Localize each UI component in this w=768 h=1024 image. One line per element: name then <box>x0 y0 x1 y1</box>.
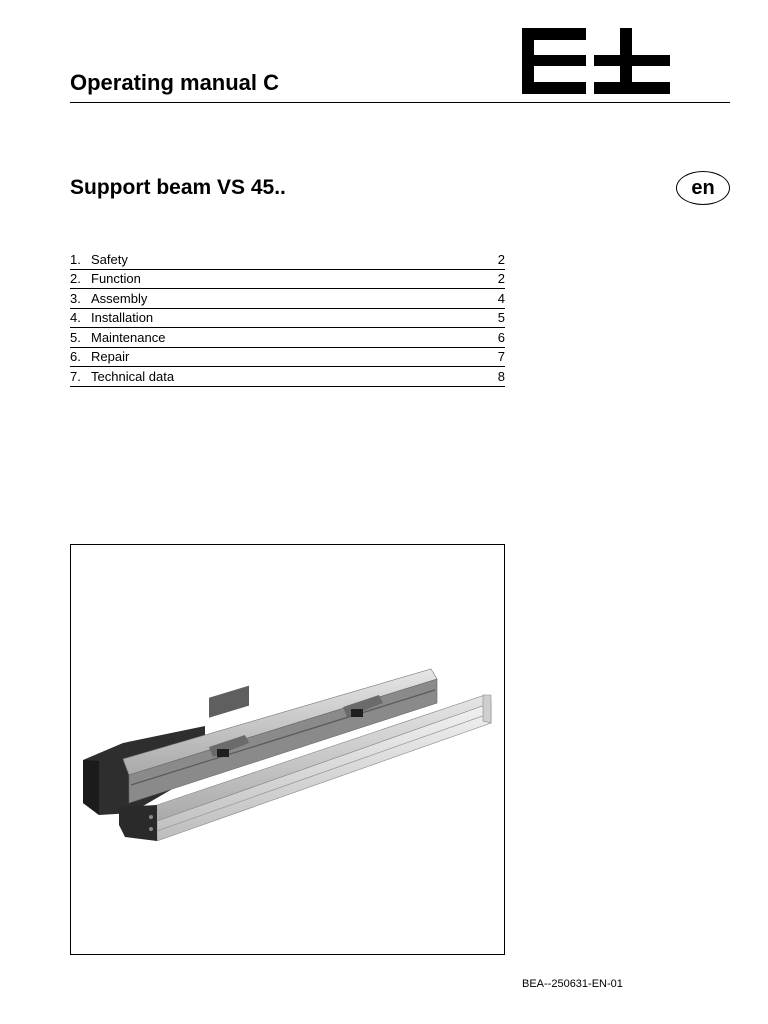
et-logo-icon <box>522 28 670 94</box>
toc-entry[interactable] <box>70 250 505 270</box>
toc-entry[interactable] <box>70 348 505 368</box>
toc-entry[interactable] <box>70 309 505 329</box>
toc-entry[interactable] <box>70 270 505 290</box>
toc-number: 4. <box>70 310 81 326</box>
toc-number: 5. <box>70 329 81 345</box>
toc-entry[interactable] <box>70 289 505 309</box>
toc-page-number: 7 <box>497 349 505 365</box>
toc-label: Repair <box>91 349 130 365</box>
toc-label: Maintenance <box>91 329 166 345</box>
toc-page-number: 8 <box>497 368 505 384</box>
toc-page-number: 5 <box>497 310 505 326</box>
product-figure <box>70 544 505 955</box>
header-rule <box>70 102 730 103</box>
toc-label: Safety <box>91 251 128 267</box>
toc-page-number: 6 <box>497 329 505 345</box>
toc-page-number: 2 <box>497 251 505 267</box>
toc-number: 6. <box>70 349 81 365</box>
toc-number: 2. <box>70 271 81 287</box>
toc-entry[interactable] <box>70 328 505 348</box>
header-title: Operating manual C <box>70 70 280 95</box>
table-of-contents <box>70 250 505 387</box>
toc-label: Installation <box>91 310 154 326</box>
document-title: Support beam VS 45.. <box>70 176 286 199</box>
toc-page-number: 2 <box>497 271 505 287</box>
toc-label: Assembly <box>91 290 148 306</box>
toc-number: 1. <box>70 251 81 267</box>
toc-label: Function <box>91 271 141 287</box>
toc-label: Technical data <box>91 368 175 384</box>
language-badge: en <box>676 171 730 205</box>
toc-number: 3. <box>70 290 81 306</box>
toc-entry[interactable] <box>70 367 505 387</box>
toc-page-number: 4 <box>497 290 505 306</box>
toc-number: 7. <box>70 368 81 384</box>
support-beam-image <box>71 545 504 954</box>
document-code: BEA--250631-EN-01 <box>522 978 623 990</box>
